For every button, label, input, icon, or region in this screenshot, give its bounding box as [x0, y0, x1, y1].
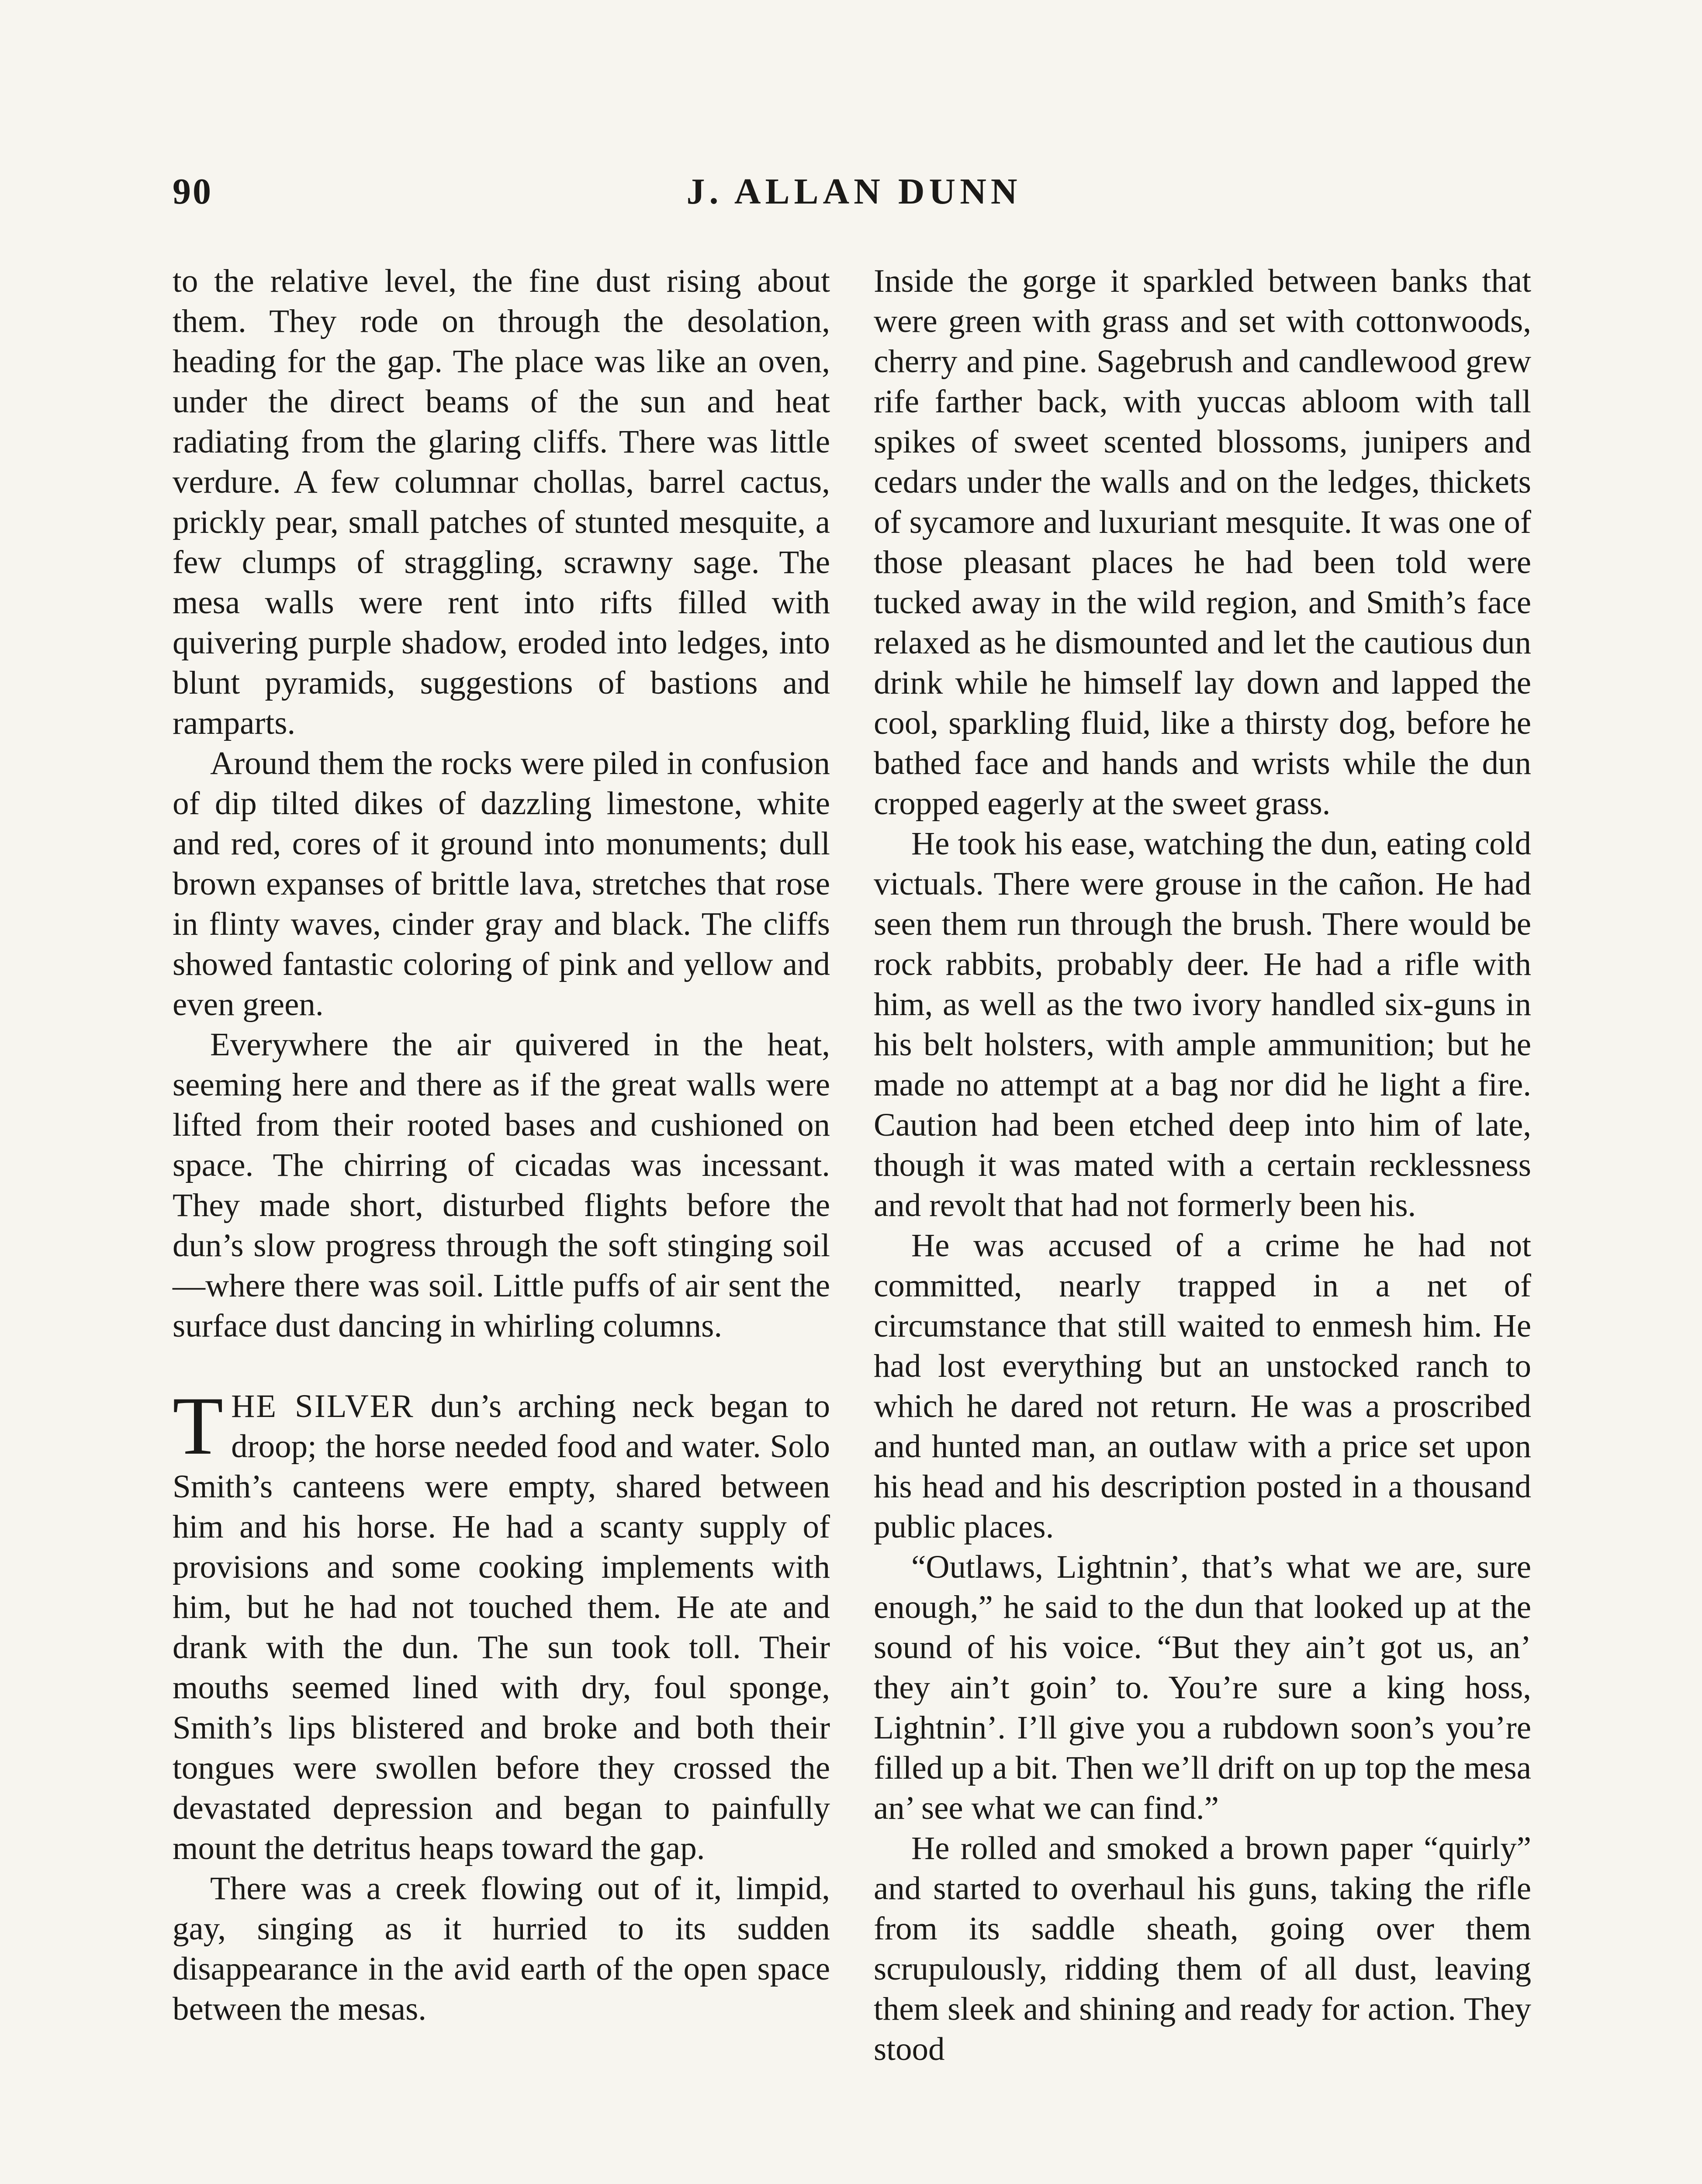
paragraph: He rolled and smoked a brown paper “quirly” and started to overhaul his guns, taking the rifle from its saddle sheath, going over them scrupulously, ridding them of all dust, leaving them sleek and shining and ready for action. They stood	[874, 1830, 1531, 2067]
paragraph: Inside the gorge it sparkled between banks that were green with grass and set with cottonwoods, cherry and pine. Sagebrush and candlewood grew rife farther back, with yuccas abloom with tall spikes of sweet scented blossoms, junipers and cedars under the walls and on the ledges, thickets of sycamore and luxuriant mesquite. It was one of those pleasant places he had been told were tucked away in the wild region, and Smith’s face relaxed as he dismounted and let the cautious dun drink while he himself lay down and lapped the cool, sparkling fluid, like a thirsty dog, before he bathed face and hands and wrists while the dun cropped eagerly at the sweet grass.	[874, 263, 1531, 822]
paragraph: to the relative level, the fine dust rising about them. They rode on through the desolation, heading for the gap. The place was like an oven, under the direct beams of the sun and heat radiating from the glaring cliffs. There was little verdure. A few columnar chollas, barrel cactus, prickly pear, small patches of stunted mesquite, a few clumps of straggling, scrawny sage. The mesa walls were rent into rifts filled with quivering purple shadow, eroded into ledges, into blunt pyramids, suggestions of bastions and ramparts.	[173, 263, 830, 741]
paragraph: There was a creek flowing out of it, limpid, gay, singing as it hurried to its sudden disappearance in the avid earth of the open space between the mesas.	[173, 1870, 830, 2027]
paragraph: He was accused of a crime he had not committed, nearly trapped in a net of circumstance that still waited to enmesh him. He had lost everything but an unstocked ranch to which he dared not return. He was a proscribed and hunted man, an outlaw with a price set upon his head and his description posted in a thousand public places.	[874, 1227, 1531, 1545]
paragraph: Around them the rocks were piled in confusion of dip tilted dikes of dazzling limestone, white and red, cores of it ground into monuments; dull brown expanses of brittle lava, stretches that rose in flinty waves, cinder gray and black. The cliffs showed fantastic coloring of pink and yellow and even green.	[173, 745, 830, 1023]
page-number: 90	[173, 171, 213, 212]
section-break	[173, 1346, 830, 1386]
running-head: J. ALLAN DUNN	[686, 171, 1022, 212]
right-column	[874, 261, 1531, 2070]
page-header	[173, 170, 1536, 223]
small-caps-lead: HE SILVER	[231, 1388, 415, 1424]
paragraph: Everywhere the air quivered in the heat, seeming here and there as if the great walls were lifted from their rooted bases and cushioned on space. The chirring of cicadas was incessant. They made short, disturbed flights before the dun’s slow progress through the soft stinging soil—where there was soil. Little puffs of air sent the surface dust dancing in whirling columns.	[173, 1026, 830, 1344]
paragraph-text: dun’s arching neck began to droop; the horse needed food and water. Solo Smith’s canteens were empty, shared between him and his horse. He had a scanty supply of provisions and some cooking implements with him, but he had not touched them. He ate and drank with the dun. The sun took toll. Their mouths seemed lined with dry, foul sponge, Smith’s lips blistered and broke and both their tongues were swollen before they crossed the devastated depression and began to painfully mount the detritus heaps toward the gap.	[173, 1388, 830, 1866]
paragraph-dropcap	[173, 1380, 830, 1869]
paragraph: “Outlaws, Lightnin’, that’s what we are, sure enough,” he said to the dun that looked up at the sound of his voice. “But they ain’t got us, an’ they ain’t goin’ to. You’re sure a king hoss, Lightnin’. I’ll give you a rubdown soon’s you’re filled up a bit. Then we’ll drift on up top the mesa an’ see what we can find.”	[874, 1549, 1531, 1826]
left-column	[173, 261, 830, 2029]
paragraph: He took his ease, watching the dun, eating cold victuals. There were grouse in the cañon. He had seen them run through the brush. There would be rock rabbits, probably deer. He had a rifle with him, as well as the two ivory handled six-guns in his belt holsters, with ample ammunition; but he made no attempt at a bag nor did he light a fire. Caution had been etched deep into him of late, though it was mated with a certain recklessness and revolt that had not formerly been his.	[874, 826, 1531, 1223]
drop-cap: T	[173, 1380, 224, 1472]
